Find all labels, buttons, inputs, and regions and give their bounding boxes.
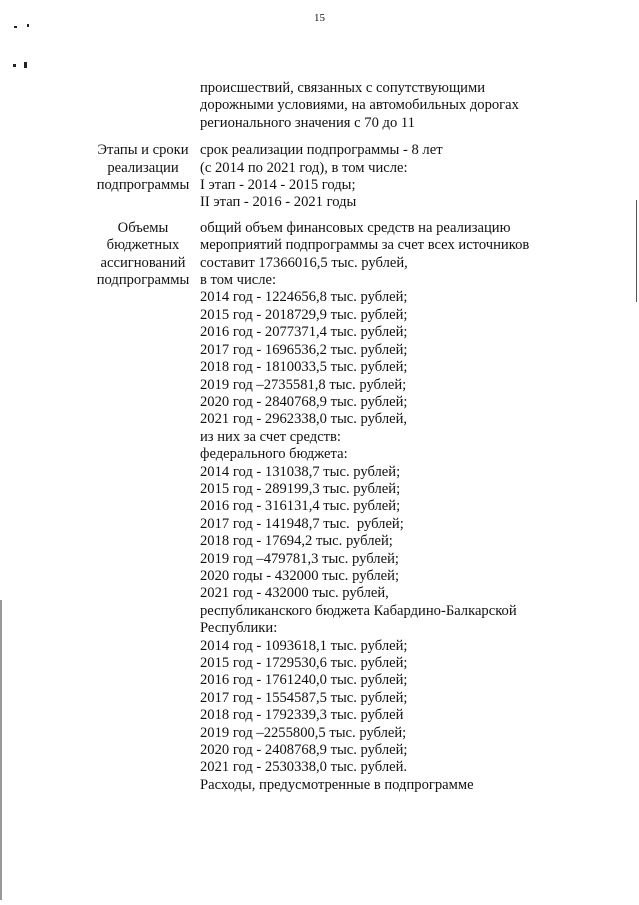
scan-mark [27,24,29,27]
row-value [200,220,556,794]
row-value [200,80,556,132]
label-line: подпрограммы [96,272,190,289]
text-line: из них за счет средств: [200,428,341,445]
table-row [86,80,556,132]
text-line: 2017 год - 141948,7 тыс. рублей; [200,515,404,532]
scan-mark [24,62,27,68]
text-line: республиканского бюджета Кабардино-Балкарской [200,602,517,619]
table-row [86,142,556,212]
text-line: 2018 год - 1810033,5 тыс. рублей; [200,359,408,376]
text-line: срок реализации подпрограммы - 8 лет [200,142,443,159]
text-line: 2018 год - 1792339,3 тыс. рублей [200,707,404,724]
text-line: 2021 год - 2530338,0 тыс. рублей. [200,759,408,776]
row-label [86,142,200,194]
row-label [86,220,200,290]
text-line: регионального значения с 70 до 11 [200,114,415,131]
text-line: 2015 год - 1729530,6 тыс. рублей; [200,655,408,671]
text-line: 2020 год - 2840768,9 тыс. рублей; [200,393,408,410]
text-line: федерального бюджета: [200,446,348,463]
text-line: 2014 год - 1093618,1 тыс. рублей; [200,637,408,654]
label-line: подпрограммы [96,177,190,194]
scan-edge [0,600,2,900]
text-line: составит 17366016,5 тыс. рублей, [200,254,408,271]
text-line: 2015 год - 289199,3 тыс. рублей; [200,480,401,497]
text-line: 2014 год - 1224656,8 тыс. рублей; [200,289,408,306]
label-line: ассигнований [100,254,186,271]
text-line: 2021 год - 2962338,0 тыс. рублей, [200,411,408,428]
text-line: 2017 год - 1554587,5 тыс. рублей; [200,689,408,706]
passport-table [86,80,556,794]
text-line: II этап - 2016 - 2021 годы [200,194,357,211]
text-line: общий объем финансовых средств на реализацию [200,219,511,236]
text-line: 2018 год - 17694,2 тыс. рублей; [200,533,393,550]
table-row [86,220,556,794]
scan-edge [636,200,637,302]
text-line: 2020 год - 2408768,9 тыс. рублей; [200,742,408,759]
text-line: 2019 год –2735581,8 тыс. рублей; [200,376,407,393]
label-line: Объемы [117,219,169,236]
text-line: 2016 год - 2077371,4 тыс. рублей; [200,324,408,341]
text-line: Расходы, предусмотренные в подпрограмме [200,776,474,793]
text-line: мероприятий подпрограммы за счет всех источников [200,237,530,254]
text-line: 2014 год - 131038,7 тыс. рублей; [200,463,401,480]
text-line: I этап - 2014 - 2015 годы; [200,177,356,194]
scan-mark [13,64,16,67]
text-line: 2020 годы - 432000 тыс. рублей; [200,567,400,584]
text-line: 2015 год - 2018729,9 тыс. рублей; [200,306,408,323]
text-line: Республики: [200,620,278,637]
label-line: бюджетных [106,237,180,254]
text-line: 2019 год –479781,3 тыс. рублей; [200,550,399,567]
label-line: реализации [107,159,179,176]
label-line: Этапы и сроки [97,142,189,159]
text-line: 2016 год - 1761240,0 тыс. рублей; [200,672,408,689]
text-line: происшествий, связанных с сопутствующими [200,80,486,96]
text-line: 2019 год –2255800,5 тыс. рублей; [200,724,407,741]
text-line: (с 2014 по 2021 год), в том числе: [200,159,408,176]
row-value [200,142,556,212]
text-line: 2017 год - 1696536,2 тыс. рублей; [200,341,408,358]
text-line: дорожными условиями, на автомобильных дорогах [200,97,519,114]
text-line: в том числе: [200,272,277,289]
text-line: 2016 год - 316131,4 тыс. рублей; [200,498,401,515]
text-line: 2021 год - 432000 тыс. рублей, [200,585,389,602]
page-number: 15 [314,12,325,24]
scan-mark [14,26,17,28]
